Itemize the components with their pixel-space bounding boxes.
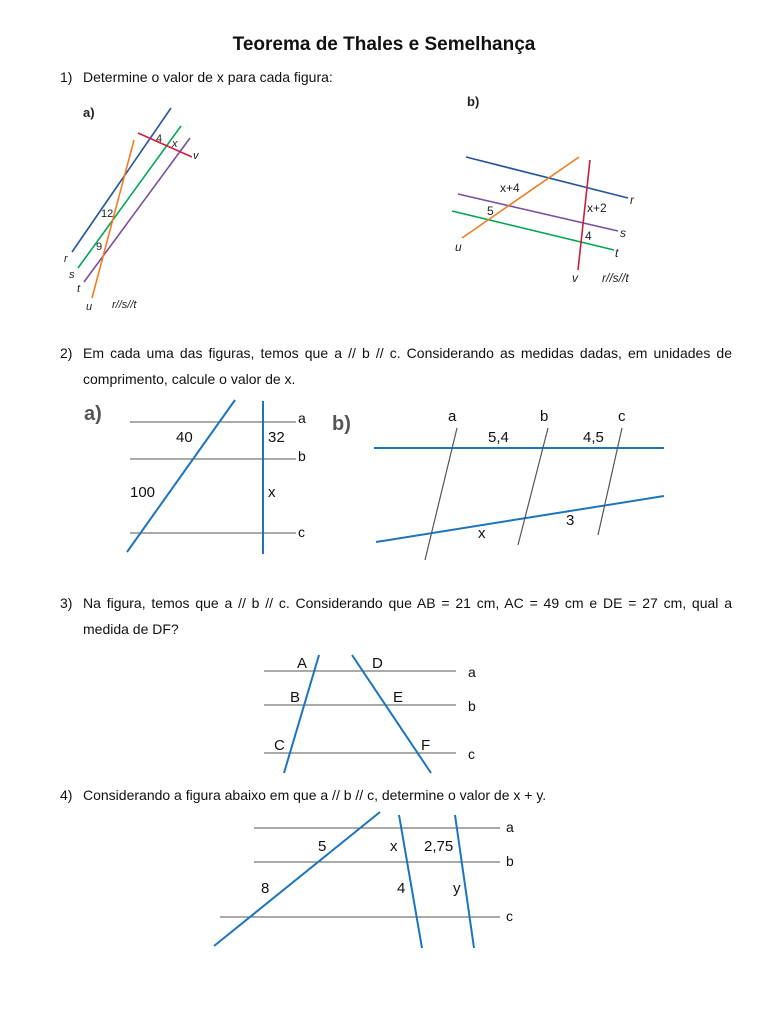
figure-label: b) — [467, 94, 480, 109]
question-number: 2) — [60, 345, 73, 361]
point-label: D — [372, 655, 383, 672]
line-label: a — [448, 408, 457, 425]
line-label: s — [69, 269, 75, 281]
measure-label: 5,4 — [488, 429, 509, 446]
measure-label: 4,5 — [583, 429, 604, 446]
line-label: r — [64, 253, 68, 265]
caption: r//s//t — [602, 271, 629, 285]
question-text: Determine o valor de x para cada figura: — [83, 69, 333, 85]
point-label: F — [421, 737, 431, 754]
point-label: C — [274, 737, 285, 754]
line-label: a — [468, 664, 476, 680]
point-label: B — [290, 689, 301, 706]
line-label: s — [620, 226, 626, 240]
figure-label: b) — [332, 413, 351, 435]
line-label: r — [630, 193, 634, 207]
caption: r//s//t — [112, 299, 137, 311]
measure-label: 2,75 — [424, 838, 454, 855]
measure-label: 3 — [566, 512, 575, 529]
measure-label: x — [172, 138, 178, 150]
line-label: v — [193, 150, 199, 162]
measure-label: y — [453, 880, 461, 897]
measure-label: 12 — [101, 208, 114, 220]
line-label: b — [468, 698, 476, 714]
measure-label: x+4 — [500, 181, 520, 195]
measure-label: 4 — [585, 229, 592, 243]
measure-label: x — [478, 525, 486, 542]
figure-label: a) — [84, 403, 102, 425]
question-number: 4) — [60, 787, 73, 803]
line-label: a — [506, 819, 514, 835]
measure-label: 4 — [397, 880, 406, 897]
question-text: Em cada uma das figuras, temos que a // b // c. Considerando as medidas dadas, em unidades de comprimento, calcule o valor de x. — [83, 345, 732, 387]
measure-label: x+2 — [587, 201, 607, 215]
point-label: A — [297, 655, 308, 672]
line-label: b — [506, 853, 514, 869]
line-label: b — [298, 448, 306, 464]
question-number: 3) — [60, 595, 73, 611]
line-label: t — [77, 283, 81, 295]
line-label: c — [506, 908, 513, 924]
question-text: Na figura, temos que a // b // c. Considerando que AB = 21 cm, AC = 49 cm e DE = 27 cm, qual a medida de DF? — [83, 595, 732, 637]
line-label: v — [572, 271, 578, 285]
measure-label: 40 — [176, 429, 193, 446]
line-label: u — [455, 240, 462, 254]
measure-label: 5 — [318, 838, 327, 855]
measure-label: x — [390, 838, 398, 855]
line-label: t — [615, 246, 619, 260]
question-number: 1) — [60, 69, 73, 85]
line-label: c — [298, 524, 305, 540]
figure-label: a) — [83, 105, 95, 120]
page-title: Teorema de Thales e Semelhança — [232, 34, 536, 55]
measure-label: 100 — [130, 484, 156, 501]
measure-label: x — [268, 484, 276, 501]
measure-label: 4 — [156, 133, 163, 145]
line-label: a — [298, 410, 306, 426]
line-label: u — [86, 301, 93, 313]
question-text: Considerando a figura abaixo em que a // b // c, determine o valor de x + y. — [83, 787, 547, 803]
measure-label: 8 — [261, 880, 270, 897]
line-label: c — [618, 408, 626, 425]
point-label: E — [393, 689, 404, 706]
line-label: b — [540, 408, 549, 425]
measure-label: 9 — [96, 241, 103, 253]
measure-label: 32 — [268, 429, 285, 446]
measure-label: 5 — [487, 204, 494, 218]
line-label: c — [468, 746, 475, 762]
